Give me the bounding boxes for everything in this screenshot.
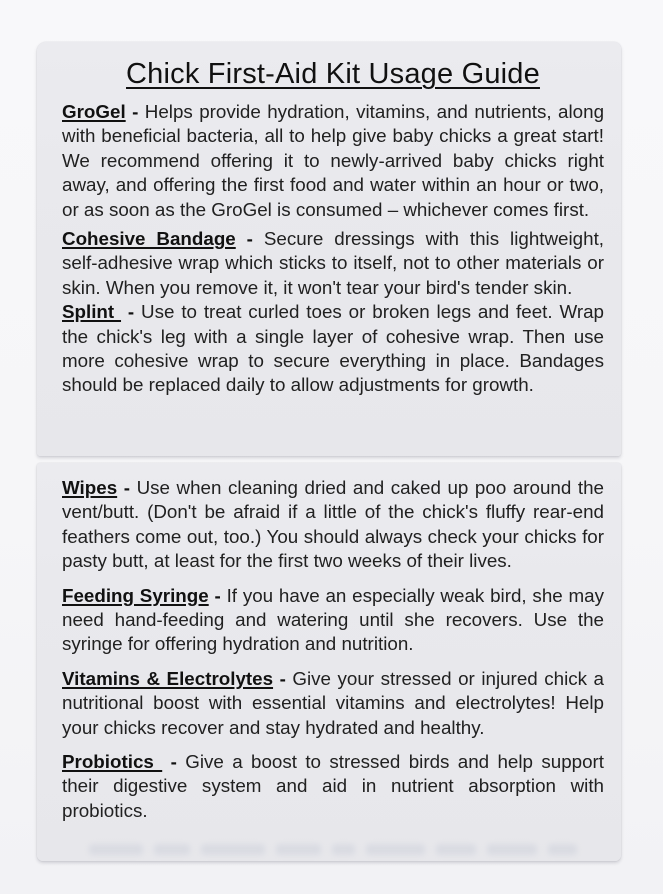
section-heading-probiotics: Probiotics — [62, 751, 163, 773]
section-body-cohesive-bandage: Secure dressings with this lightweight, self-adhesive wrap which sticks to itself, not to other materials or skin. When you remove it, it won't tear your bird's tender skin. — [62, 228, 605, 298]
heading-separator: - — [132, 101, 139, 122]
section-body-grogel: Helps provide hydration, vitamins, and nutrients, along with beneficial bacteria, all to help give baby chicks a great start! We recommend offering it to newly-arrived baby chicks right away, and offering the first food and water within an hour or two, or as soon as the GroGel is consumed – whichever comes first. — [62, 101, 605, 220]
section-vitamins-electrolytes — [62, 667, 604, 740]
section-cohesive-bandage — [62, 227, 604, 300]
heading-separator: - — [170, 751, 177, 773]
page-title: Chick First-Aid Kit Usage Guide — [126, 58, 540, 90]
ghost-text-smudge — [89, 839, 577, 859]
section-heading-wipes: Wipes — [62, 477, 118, 498]
section-body-probiotics: Give a boost to stressed birds and help support their digestive system and aid in nutrient absorption with probiotics. — [62, 751, 605, 821]
section-splint — [62, 300, 604, 398]
heading-separator: - — [127, 301, 135, 323]
section-body-wipes: Use when cleaning dried and caked up poo around the vent/butt. (Don't be afraid if a little of the chick's fluffy rear-end feathers come out, too.) You should always check your chicks for pasty butt, at least for the first two weeks of their lives. — [62, 477, 605, 572]
heading-separator: - — [279, 667, 286, 689]
section-body-vitamins-electrolytes: Give your stressed or injured chick a nutritional boost with essential vitamins and electrolytes! Help your chicks recover and stay hydrated and healthy. — [62, 667, 604, 738]
section-heading-vitamins-electrolytes: Vitamins & Electrolytes — [62, 667, 274, 689]
heading-separator: - — [214, 584, 221, 606]
section-feeding-syringe — [62, 584, 604, 657]
section-grogel — [62, 100, 604, 222]
section-heading-splint: Splint — [62, 301, 122, 323]
section-heading-feeding-syringe: Feeding Syringe — [62, 584, 209, 606]
heading-separator: - — [246, 228, 253, 250]
section-body-feeding-syringe: If you have an especially weak bird, she may need hand-feeding and watering until she recovers. Use the syringe for offering hydration and nutrition. — [62, 584, 605, 655]
section-heading-cohesive-bandage: Cohesive Bandage — [62, 228, 236, 250]
usage-guide-card-front — [37, 42, 621, 456]
section-body-splint: Use to treat curled toes or broken legs and feet. Wrap the chick's leg with a single layer of cohesive wrap. Then use more cohesive wrap to secure everything in place. Bandages should be replaced daily to allow adjustments for growth. — [62, 301, 605, 396]
section-heading-grogel: GroGel — [62, 101, 126, 122]
heading-separator: - — [123, 477, 130, 498]
usage-guide-card-back — [37, 463, 621, 861]
section-wipes — [62, 476, 604, 574]
section-probiotics — [62, 750, 604, 823]
